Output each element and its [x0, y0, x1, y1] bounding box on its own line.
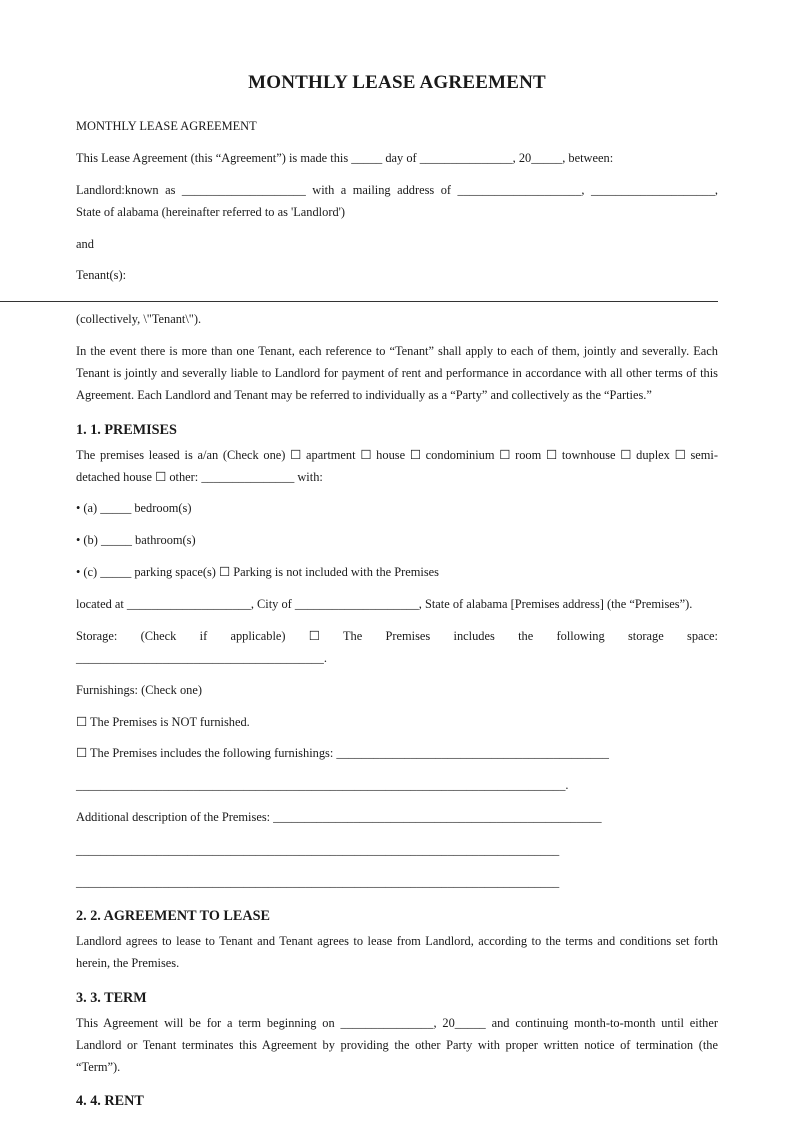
tenant-name-rule [0, 301, 718, 302]
subtitle: MONTHLY LEASE AGREEMENT [76, 119, 257, 133]
and-line: and [76, 237, 94, 251]
furnished-blank-line: _______________________________________________________________________________. [76, 778, 569, 792]
landlord-line-2: State of alabama (hereinafter referred to as 'Landlord') [76, 205, 346, 219]
agreement-paragraph: Landlord agrees to lease to Tenant and Tenant agrees to lease from Landlord, according to the terms and conditions set forth herein, the Premises. [76, 934, 718, 970]
tenants-label: Tenant(s): [76, 268, 127, 282]
premises-type-line-2: detached house ☐ other: _______________ with: [76, 470, 323, 484]
term-heading: 3. 3. TERM [76, 990, 147, 1006]
premises-type-line-1: The premises leased is a/an (Check one) ☐ apartment ☐ house ☐ condominium ☐ room ☐ townhouse ☐ duplex ☐ semi- [76, 448, 718, 462]
additional-blank-line-2: ______________________________________________________________________________ [76, 875, 560, 889]
landlord-line-1: Landlord:known as ____________________ with a mailing address of ____________________, ____________________, [76, 183, 718, 197]
storage-line-2: ________________________________________. [76, 651, 327, 665]
parking-line: • (c) _____ parking space(s) ☐ Parking is not included with the Premises [76, 565, 440, 579]
not-furnished-option: ☐ The Premises is NOT furnished. [76, 715, 250, 729]
premises-heading: 1. 1. PREMISES [76, 422, 177, 438]
furnishings-label: Furnishings: (Check one) [76, 683, 202, 697]
furnished-option: ☐ The Premises includes the following furnishings: ____________________________________________ [76, 746, 609, 760]
term-paragraph: This Agreement will be for a term beginning on _______________, 20_____ and continuing month-to-month until either Landlord or Tenant terminates this Agreement by providing the other Party with proper written notice of termination (the “Term”). [76, 1016, 718, 1074]
bedrooms-line: • (a) _____ bedroom(s) [76, 501, 192, 515]
additional-description: Additional description of the Premises: _____________________________________________________ [76, 810, 602, 824]
storage-line-1: Storage: (Check if applicable) ☐ The Premises includes the following storage space: [76, 629, 718, 643]
located-line: located at ____________________, City of ____________________, State of alabama [Premises address] (the “Premises”). [76, 597, 693, 611]
bathrooms-line: • (b) _____ bathroom(s) [76, 533, 196, 547]
intro-line: This Lease Agreement (this “Agreement”) is made this _____ day of _______________, 20_____, between: [76, 151, 614, 165]
collectively-line: (collectively, \"Tenant\"). [76, 312, 202, 326]
agreement-heading: 2. 2. AGREEMENT TO LEASE [76, 908, 270, 924]
additional-blank-line-1: ______________________________________________________________________________ [76, 843, 560, 857]
multi-tenant-paragraph: In the event there is more than one Tenant, each reference to “Tenant” shall apply to each of them, jointly and severally. Each Tenant is jointly and severally liable to Landlord for payment of rent and performance in accordance with all other terms of this Agreement. Each Landlord and Tenant may be referred to individually as a “Party” and collectively as the “Parties.” [76, 344, 718, 402]
rent-heading: 4. 4. RENT [76, 1093, 144, 1109]
document-title: MONTHLY LEASE AGREEMENT [248, 72, 546, 93]
